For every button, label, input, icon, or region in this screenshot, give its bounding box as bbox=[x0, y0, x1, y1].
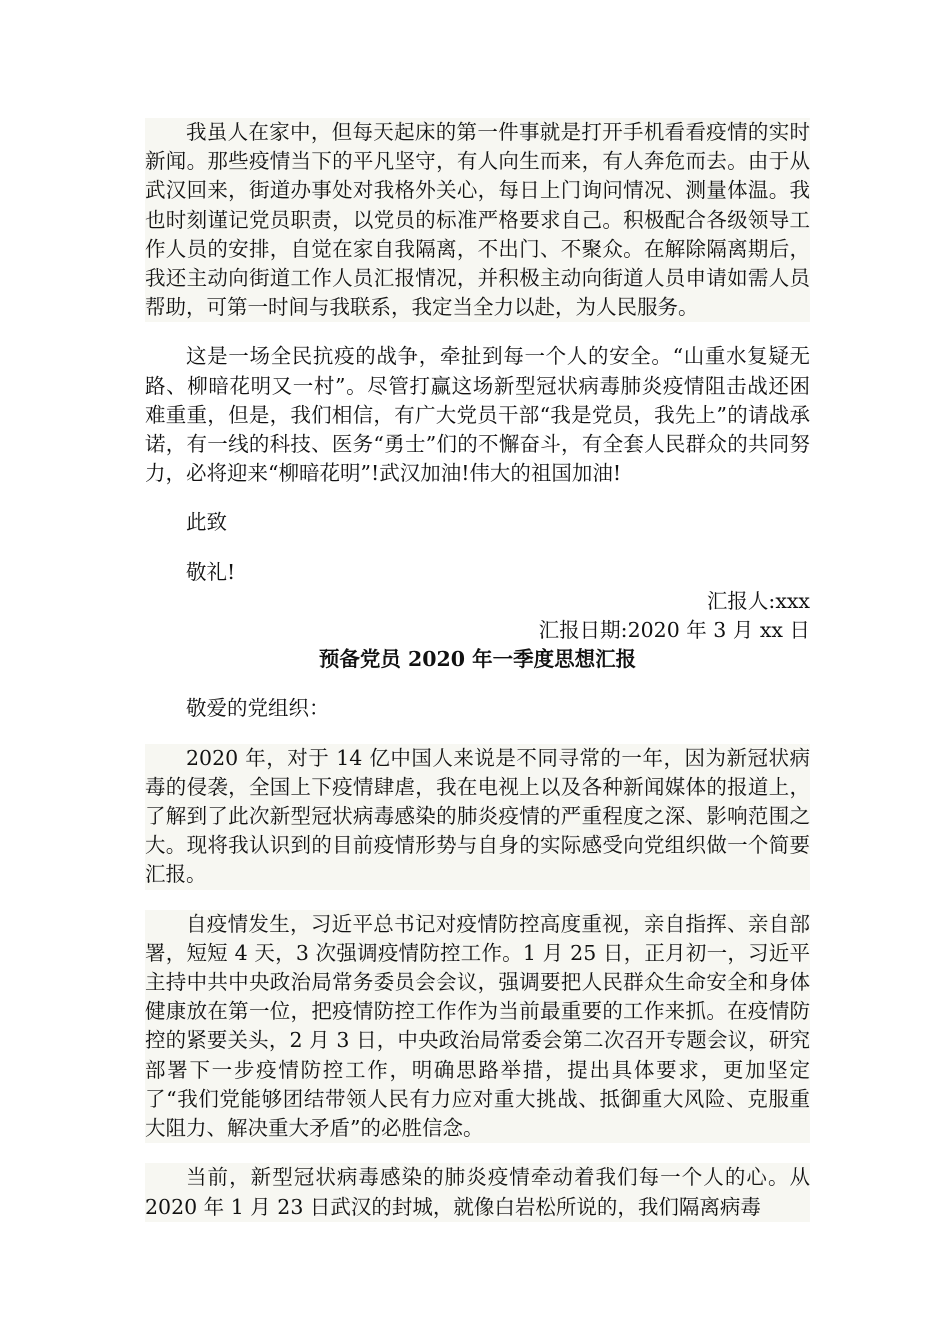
body-paragraph: 自疫情发生，习近平总书记对疫情防控高度重视，亲自指挥、亲自部署，短短 4 天，3 次强调疫情防控工作。1 月 25 日，正月初一，习近平主持中共中央政治局常务委员会会议，强调要把人民群众生命安全和身体健康放在第一位，把疫情防控工作作为当前最重要的工作来抓。在疫情防控的紧要关头，2 月 3 日，中央政治局常委会第二次召开专题会议，研究部署下一步疫情防控工作，明确思路举措，提出具体要求，更加坚定了“我们党能够团结带领人民有力应对重大挑战、抵御重大风险、克服重大阻力、解决重大矛盾”的必胜信念。 bbox=[145, 910, 810, 1144]
body-paragraph: 当前，新型冠状病毒感染的肺炎疫情牵动着我们每一个人的心。从 2020 年 1 月 23 日武汉的封城，就像白岩松所说的，我们隔离病毒 bbox=[145, 1163, 810, 1221]
body-paragraph: 这是一场全民抗疫的战争，牵扯到每一个人的安全。“山重水复疑无路、柳暗花明又一村”。尽管打赢这场新型冠状病毒肺炎疫情阻击战还困难重重，但是，我们相信，有广大党员干部“我是党员，我先上”的请战承诺，有一线的科技、医务“勇士”们的不懈奋斗，有全套人民群众的共同努力，必将迎来“柳暗花明”!武汉加油!伟大的祖国加油! bbox=[145, 344, 810, 486]
closing-phrase: 此致 bbox=[186, 510, 227, 535]
body-paragraph: 我虽人在家中，但每天起床的第一件事就是打开手机看看疫情的实时新闻。那些疫情当下的平凡坚守，有人向生而来，有人奔危而去。由于从武汉回来，街道办事处对我格外关心，每日上门询问情况、测量体温。我也时刻谨记党员职责，以党员的标准严格要求自己。积极配合各级领导工作人员的安排，自觉在家自我隔离，不出门、不聚众。在解除隔离期后，我还主动向街道工作人员汇报情况，并积极主动向街道人员申请如需人员帮助，可第一时间与我联系，我定当全力以赴，为人民服务。 bbox=[145, 118, 810, 322]
salutation: 敬爱的党组织： bbox=[186, 696, 330, 721]
closing-salute: 敬礼! bbox=[186, 559, 236, 584]
report-date: 汇报日期:2020 年 3 月 xx 日 bbox=[538, 618, 810, 643]
body-paragraph: 2020 年，对于 14 亿中国人来说是不同寻常的一年，因为新冠状病毒的侵袭，全国上下疫情肆虐，我在电视上以及各种新闻媒体的报道上，了解到了此次新型冠状病毒感染的肺炎疫情的严重程度之深、影响范围之大。现将我认识到的目前疫情形势与自身的实际感受向党组织做一个简要汇报。 bbox=[145, 744, 810, 890]
document-title: 预备党员 2020 年一季度思想汇报 bbox=[318, 647, 637, 672]
document-page bbox=[145, 118, 810, 1222]
reporter-signature: 汇报人:xxx bbox=[706, 588, 810, 613]
